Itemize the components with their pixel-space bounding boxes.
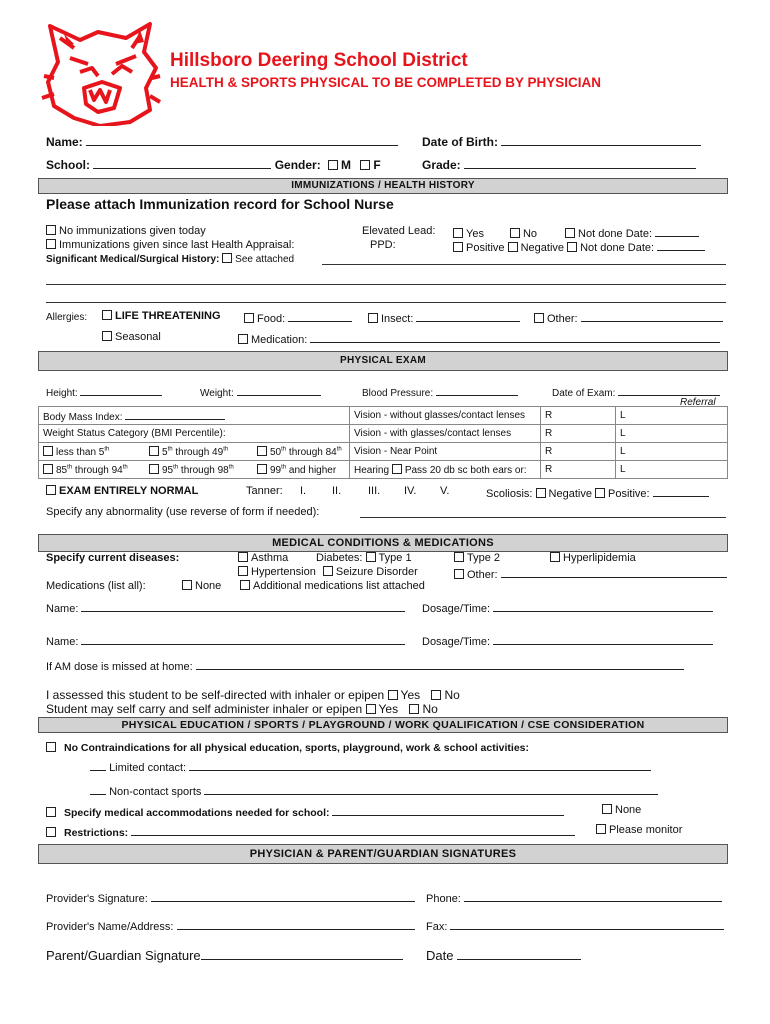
scoliosis-neg-checkbox[interactable] — [536, 488, 546, 498]
exam-date-field[interactable] — [618, 384, 720, 396]
vision-with-left[interactable]: L — [616, 425, 728, 443]
pct-95-98-label: through 98 — [178, 465, 229, 476]
life-threat-label: LIFE THREATENING — [115, 310, 221, 322]
type2-checkbox[interactable] — [454, 552, 464, 562]
lead-notdone-label: Not done Date: — [578, 228, 653, 240]
ppd-notdone-label: Not done Date: — [580, 242, 655, 254]
pe-bar: PHYSICAL EDUCATION / SPORTS / PLAYGROUND / WORK QUALIFICATION / CSE CONSIDERATION — [38, 717, 728, 733]
percentile-row-1 — [39, 443, 350, 461]
tanner-label: Tanner: — [246, 485, 283, 497]
hyperlipidemia-checkbox[interactable] — [550, 552, 560, 562]
exam-date-label: Date of Exam: — [552, 388, 616, 399]
type1-checkbox[interactable] — [366, 552, 376, 562]
allergy-other-row — [534, 310, 723, 325]
pct-lt5-checkbox[interactable] — [43, 446, 53, 456]
hypertension-label: Hypertension — [251, 566, 316, 578]
fax-row — [426, 918, 724, 933]
accom-none-label: None — [615, 804, 642, 816]
dob-field[interactable] — [501, 134, 701, 146]
accom-row — [46, 804, 564, 819]
exam-normal-row — [46, 485, 198, 497]
dob-row — [422, 134, 701, 149]
life-threat-checkbox[interactable] — [102, 310, 112, 320]
ppd-positive-label: Positive — [466, 242, 505, 254]
tanner-1[interactable]: I. — [300, 485, 307, 497]
exam-grid — [38, 406, 728, 479]
pct-85-label: 85 — [56, 465, 68, 476]
pct-95-sup: th — [173, 464, 179, 471]
near-point-left[interactable]: L — [616, 443, 728, 461]
meds-none-checkbox[interactable] — [182, 580, 192, 590]
pct-5-49-checkbox[interactable] — [149, 446, 159, 456]
history-line-1[interactable] — [322, 264, 726, 265]
limited-field[interactable] — [189, 759, 651, 771]
lead-options — [453, 225, 699, 240]
seasonal-label: Seasonal — [115, 331, 161, 343]
carry-yes-checkbox[interactable] — [366, 704, 376, 714]
weight-field[interactable] — [237, 384, 321, 396]
seasonal-row — [102, 331, 161, 343]
exam-normal-label: EXAM ENTIRELY NORMAL — [59, 485, 199, 497]
wildcat-logo — [40, 18, 162, 126]
weight-status-label: Weight Status Category (BMI Percentile): — [39, 425, 350, 443]
hearing-left[interactable]: L — [616, 461, 728, 479]
medication-allergy-row — [238, 331, 720, 346]
vision-without-right[interactable]: R — [541, 407, 616, 425]
assessed-label: I assessed this student to be self-directed with inhaler or epipen — [46, 688, 385, 702]
allergy-other-field[interactable] — [581, 310, 723, 322]
phone-label: Phone: — [426, 893, 461, 905]
percentile-row-2 — [39, 461, 350, 479]
grade-label: Grade: — [422, 158, 461, 172]
abnormality-field[interactable] — [360, 517, 726, 518]
diabetes-row — [316, 552, 412, 564]
allergies-label: Allergies: — [46, 312, 88, 323]
limited-check-field[interactable] — [90, 759, 106, 771]
school-label: School: — [46, 158, 90, 172]
dosage-label: Dosage/Time: — [422, 636, 491, 648]
accom-label: Specify medical accommodations needed for school: — [64, 807, 330, 819]
food-row — [244, 310, 352, 325]
hearing-label: Hearing — [354, 464, 390, 476]
table-row — [39, 461, 728, 479]
carry-no-checkbox[interactable] — [409, 704, 419, 714]
meds-none-label: None — [195, 580, 222, 592]
noncontact-field[interactable] — [204, 783, 658, 795]
assessed-row — [46, 688, 460, 702]
disease-other-checkbox[interactable] — [454, 569, 464, 579]
current-diseases-label: Specify current diseases: — [46, 552, 180, 564]
disease-other-field[interactable] — [501, 566, 727, 578]
referral-label: Referral — [680, 397, 716, 408]
pct-99-checkbox[interactable] — [257, 464, 267, 474]
med-name-label: Name: — [46, 636, 79, 648]
type1-label: Type 1 — [378, 552, 412, 564]
physical-exam-bar: PHYSICAL EXAM — [38, 351, 728, 371]
near-point-right[interactable]: R — [541, 443, 616, 461]
tanner-3[interactable]: III. — [368, 485, 381, 497]
pct-99-higher-label: and higher — [286, 465, 337, 476]
monitor-row — [596, 824, 682, 836]
pct-50-sup: th — [281, 446, 287, 453]
tanner-4[interactable]: IV. — [404, 485, 417, 497]
medical-conditions-bar: MEDICAL CONDITIONS & MEDICATIONS — [38, 534, 728, 552]
monitor-label: Please monitor — [609, 824, 683, 836]
given-since-row — [46, 239, 294, 251]
name-row — [46, 134, 398, 149]
provider-sig-field[interactable] — [151, 890, 415, 902]
med-name-field[interactable] — [81, 633, 405, 645]
tanner-2[interactable]: II. — [332, 485, 342, 497]
signatures-bar: PHYSICIAN & PARENT/GUARDIAN SIGNATURES — [38, 844, 728, 864]
food-checkbox[interactable] — [244, 313, 254, 323]
medications-label: Medications (list all): — [46, 580, 146, 592]
med-name-field[interactable] — [81, 600, 405, 612]
scoliosis-neg-label: Negative — [548, 488, 592, 500]
seasonal-checkbox[interactable] — [102, 331, 112, 341]
med-name-row-2 — [46, 633, 405, 648]
noncontact-row — [90, 783, 658, 798]
bp-row — [362, 384, 518, 399]
pct-85-sup: th — [67, 464, 73, 471]
gender-label: Gender: — [274, 158, 321, 172]
additional-meds-label: Additional medications list attached — [253, 580, 425, 592]
scoliosis-pos-checkbox[interactable] — [595, 488, 605, 498]
table-row — [39, 407, 728, 425]
seizure-label: Seizure Disorder — [335, 566, 418, 578]
immunizations-bar: IMMUNIZATIONS / HEALTH HISTORY — [38, 178, 728, 194]
grade-field[interactable] — [464, 157, 696, 169]
restrictions-row — [46, 824, 575, 839]
ppd-positive-checkbox[interactable] — [453, 242, 463, 252]
disease-other-label: Other: — [467, 569, 498, 581]
provider-addr-field[interactable] — [177, 918, 415, 930]
vision-without-left[interactable]: L — [616, 407, 728, 425]
provider-sig-row — [46, 890, 415, 905]
no-immun-checkbox[interactable] — [46, 225, 56, 235]
vision-with-label: Vision - with glasses/contact lenses — [350, 425, 541, 443]
carry-yes-label: Yes — [378, 702, 399, 716]
ppd-label: PPD: — [370, 239, 396, 251]
weight-row — [200, 384, 321, 399]
self-carry-label: Student may self carry and self administer inhaler or epipen — [46, 702, 363, 716]
school-field[interactable] — [93, 157, 271, 169]
pct-85-94-checkbox[interactable] — [43, 464, 53, 474]
am-dose-row — [46, 658, 684, 673]
history-line-2[interactable] — [46, 284, 726, 285]
type2-row — [454, 552, 500, 564]
med-name-label: Name: — [46, 603, 79, 615]
accom-none-checkbox[interactable] — [602, 804, 612, 814]
given-since-label: Immunizations given since last Health Appraisal: — [59, 239, 295, 251]
dosage-label: Dosage/Time: — [422, 603, 491, 615]
allergy-other-checkbox[interactable] — [534, 313, 544, 323]
pct-95-98-checkbox[interactable] — [149, 464, 159, 474]
hyperlipidemia-row — [550, 552, 636, 564]
pct-5-label: 5 — [162, 447, 168, 458]
scoliosis-pos-label: Positive: — [608, 488, 650, 500]
medication-allergy-label: Medication: — [251, 334, 308, 346]
restrictions-label: Restrictions: — [64, 827, 129, 839]
pct-5-sup: th — [167, 446, 173, 453]
scoliosis-pos-field[interactable] — [653, 485, 709, 497]
no-immun-row — [46, 225, 206, 237]
attach-heading: Please attach Immunization record for School Nurse — [46, 196, 394, 212]
diabetes-label: Diabetes: — [316, 552, 363, 564]
table-row — [39, 443, 728, 461]
food-field[interactable] — [288, 310, 352, 322]
ppd-negative-label: Negative — [520, 242, 565, 254]
noncontact-check-field[interactable] — [90, 783, 106, 795]
restrictions-field[interactable] — [131, 824, 575, 836]
hearing-pass-label: Pass 20 db sc both ears or: — [404, 464, 527, 476]
parent-date-field[interactable] — [457, 946, 581, 960]
no-contra-checkbox[interactable] — [46, 742, 56, 752]
accom-field[interactable] — [332, 804, 564, 816]
noncontact-label: Non-contact sports — [109, 786, 202, 798]
hyperlipidemia-label: Hyperlipidemia — [563, 552, 636, 564]
limited-label: Limited contact: — [109, 762, 187, 774]
additional-meds-checkbox[interactable] — [240, 580, 250, 590]
height-field[interactable] — [80, 384, 162, 396]
dosage-field[interactable] — [493, 600, 713, 612]
limited-row — [90, 759, 651, 774]
ppd-date-field[interactable] — [657, 239, 705, 251]
pct-85-94-label: through 94 — [72, 465, 123, 476]
vision-with-right[interactable]: R — [541, 425, 616, 443]
weight-label: Weight: — [200, 388, 234, 399]
lead-date-field[interactable] — [655, 225, 699, 237]
asthma-label: Asthma — [251, 552, 289, 564]
pct-50-label: 50 — [270, 447, 282, 458]
med-name-row-1 — [46, 600, 405, 615]
tanner-5[interactable]: V. — [440, 485, 450, 497]
parent-date-label: Date — [426, 948, 454, 963]
phone-field[interactable] — [464, 890, 722, 902]
pct-95-label: 95 — [162, 465, 174, 476]
accom-none-row — [602, 804, 641, 816]
scoliosis-label: Scoliosis: — [486, 488, 533, 500]
school-row — [46, 157, 381, 172]
history-label: Significant Medical/Surgical History: — [46, 254, 220, 265]
history-row — [46, 253, 294, 265]
pct-5-49-label: through 49 — [172, 447, 224, 458]
pct-99-label: 99 — [270, 465, 282, 476]
name-field[interactable] — [86, 134, 398, 146]
parent-sig-field[interactable] — [201, 946, 403, 960]
allergy-other-label: Other: — [547, 313, 578, 325]
phone-row — [426, 890, 722, 905]
pct-49-sup: th — [223, 446, 229, 453]
female-checkbox[interactable] — [360, 160, 370, 170]
ppd-notdone-checkbox[interactable] — [567, 242, 577, 252]
assessed-no-checkbox[interactable] — [431, 690, 441, 700]
table-row — [39, 425, 728, 443]
insect-checkbox[interactable] — [368, 313, 378, 323]
food-label: Food: — [257, 313, 286, 325]
vision-without-label: Vision - without glasses/contact lenses — [350, 407, 541, 425]
assessed-yes-label: Yes — [400, 688, 421, 702]
elevated-lead-label: Elevated Lead: — [362, 225, 436, 237]
dob-label: Date of Birth: — [422, 135, 498, 149]
no-immun-label: No immunizations given today — [59, 225, 206, 237]
parent-sig-label: Parent/Guardian Signature — [46, 948, 201, 963]
hearing-right[interactable]: R — [541, 461, 616, 479]
asthma-checkbox[interactable] — [238, 552, 248, 562]
medication-allergy-field[interactable] — [310, 331, 720, 343]
self-carry-row — [46, 702, 438, 716]
lead-yes-label: Yes — [466, 228, 484, 240]
abnormality-label: Specify any abnormality (use reverse of form if needed): — [46, 506, 320, 518]
see-attached-checkbox[interactable] — [222, 253, 232, 263]
bp-field[interactable] — [436, 384, 518, 396]
pct-50-84-label: through 84 — [286, 447, 337, 458]
fax-label: Fax: — [426, 921, 448, 933]
bp-label: Blood Pressure: — [362, 388, 434, 399]
scoliosis-row — [486, 485, 709, 500]
lead-yes-checkbox[interactable] — [453, 228, 463, 238]
bmi-label: Body Mass Index: — [43, 412, 123, 423]
exam-normal-checkbox[interactable] — [46, 485, 56, 495]
lead-no-label: No — [522, 228, 538, 240]
fax-field[interactable] — [450, 918, 724, 930]
no-contra-label: No Contraindications for all physical education, sports, playground, work & school activities: — [64, 742, 529, 754]
dosage-field[interactable] — [493, 633, 713, 645]
dosage-row-2 — [422, 633, 713, 648]
disease-other-row — [454, 566, 727, 581]
pct-84-sup: th — [336, 446, 342, 453]
pct-50-84-checkbox[interactable] — [257, 446, 267, 456]
pct-98-sup: th — [228, 464, 234, 471]
ppd-negative-checkbox[interactable] — [508, 242, 518, 252]
asthma-row — [238, 552, 288, 564]
given-since-checkbox[interactable] — [46, 239, 56, 249]
medication-allergy-checkbox[interactable] — [238, 334, 248, 344]
history-line-3[interactable] — [46, 302, 726, 303]
see-attached-label: See attached — [235, 254, 295, 265]
name-label: Name: — [46, 135, 83, 149]
insect-row — [368, 310, 520, 325]
pct-94-sup: th — [122, 464, 128, 471]
provider-addr-row — [46, 918, 415, 933]
no-contra-row — [46, 742, 529, 754]
ppd-options — [453, 239, 705, 254]
form-title: HEALTH & SPORTS PHYSICAL TO BE COMPLETED BY PHYSICIAN — [170, 75, 602, 90]
hearing-pass-checkbox[interactable] — [392, 464, 402, 474]
provider-sig-label: Provider's Signature: — [46, 893, 148, 905]
insect-label: Insect: — [381, 313, 414, 325]
assessed-no-label: No — [444, 688, 460, 702]
seizure-checkbox[interactable] — [323, 566, 333, 576]
am-dose-field[interactable] — [196, 658, 684, 670]
am-dose-label: If AM dose is missed at home: — [46, 661, 193, 673]
lead-notdone-checkbox[interactable] — [565, 228, 575, 238]
pct-lt5-label: less than 5 — [56, 447, 105, 458]
lead-no-checkbox[interactable] — [510, 228, 520, 238]
hypertension-checkbox[interactable] — [238, 566, 248, 576]
parent-date-row — [426, 946, 581, 963]
type2-label: Type 2 — [467, 552, 501, 564]
additional-meds-row — [240, 580, 425, 592]
restrictions-checkbox[interactable] — [46, 827, 56, 837]
dosage-row-1 — [422, 600, 713, 615]
accom-checkbox[interactable] — [46, 807, 56, 817]
district-name: Hillsboro Deering School District — [170, 50, 468, 71]
near-point-label: Vision - Near Point — [350, 443, 541, 461]
provider-addr-label: Provider's Name/Address: — [46, 921, 174, 933]
insect-field[interactable] — [416, 310, 520, 322]
male-label: M — [341, 158, 352, 172]
life-threat-row — [102, 310, 221, 322]
pct-lt5-sup: th — [104, 446, 110, 453]
grade-row — [422, 157, 696, 172]
pct-99-sup: th — [281, 464, 287, 471]
female-label: F — [373, 158, 381, 172]
bmi-field[interactable] — [125, 408, 225, 420]
bmi-cell — [39, 407, 350, 425]
hypertension-row — [238, 566, 418, 578]
parent-sig-row — [46, 946, 403, 963]
carry-no-label: No — [422, 702, 438, 716]
height-row — [46, 384, 162, 399]
male-checkbox[interactable] — [328, 160, 338, 170]
assessed-yes-checkbox[interactable] — [388, 690, 398, 700]
height-label: Height: — [46, 388, 78, 399]
hearing-cell — [350, 461, 541, 479]
meds-none-row — [182, 580, 221, 592]
monitor-checkbox[interactable] — [596, 824, 606, 834]
